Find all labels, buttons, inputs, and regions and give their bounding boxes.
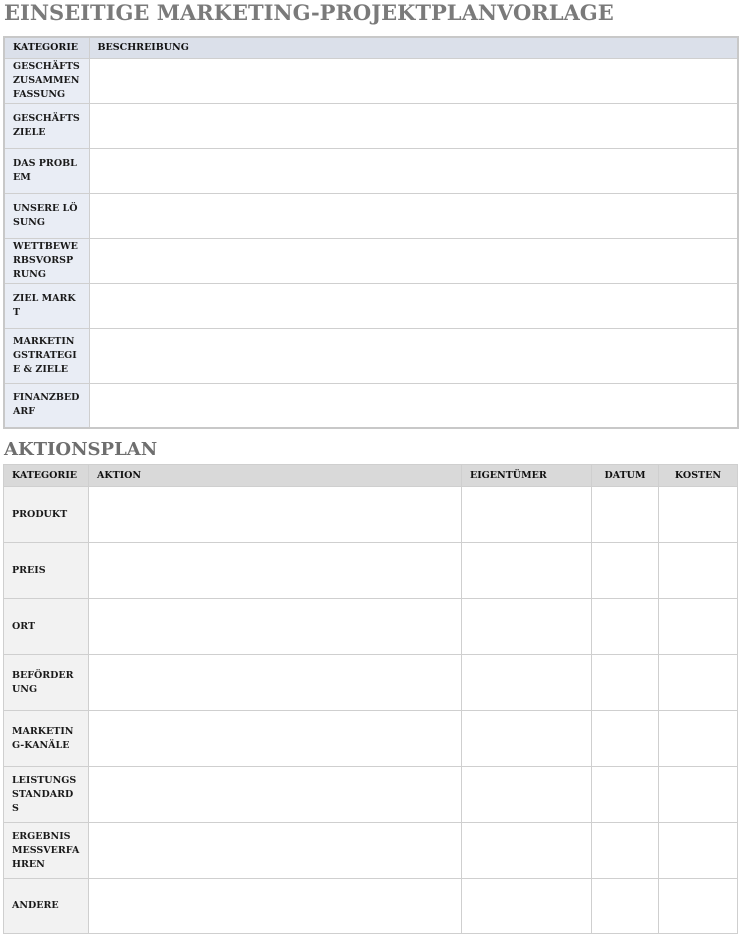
- action-plan-table: [3, 464, 738, 934]
- action-header-row: [4, 465, 738, 487]
- table-row: [4, 59, 738, 104]
- owner-cell[interactable]: [462, 487, 592, 543]
- description-cell[interactable]: [89, 284, 738, 329]
- description-cell[interactable]: [89, 149, 738, 194]
- owner-cell[interactable]: [462, 711, 592, 767]
- table-row: [4, 487, 738, 543]
- table-row: [4, 239, 738, 284]
- description-cell[interactable]: [89, 104, 738, 149]
- action-header-cost: KOSTEN: [659, 465, 738, 487]
- table-row: [4, 879, 738, 934]
- category-cell: LEISTUNGSSTANDARDS: [4, 767, 89, 823]
- action-cell[interactable]: [89, 487, 462, 543]
- cost-cell[interactable]: [659, 543, 738, 599]
- date-cell[interactable]: [592, 599, 659, 655]
- category-cell: ANDERE: [4, 879, 89, 934]
- description-cell[interactable]: [89, 384, 738, 428]
- table-row: [4, 384, 738, 428]
- page-title: EINSEITIGE MARKETING-PROJEKTPLANVORLAGE: [4, 0, 614, 25]
- category-cell: GESCHÄFTSZIELE: [4, 104, 89, 149]
- description-cell[interactable]: [89, 194, 738, 239]
- owner-cell[interactable]: [462, 767, 592, 823]
- description-cell[interactable]: [89, 59, 738, 104]
- cost-cell[interactable]: [659, 487, 738, 543]
- table-row: [4, 194, 738, 239]
- cost-cell[interactable]: [659, 879, 738, 934]
- action-cell[interactable]: [89, 543, 462, 599]
- action-cell[interactable]: [89, 879, 462, 934]
- category-cell: GESCHÄFTSZUSAMMENFASSUNG: [4, 59, 89, 104]
- table-row: [4, 284, 738, 329]
- action-cell[interactable]: [89, 767, 462, 823]
- date-cell[interactable]: [592, 543, 659, 599]
- category-cell: MARKETINGSTRATEGIE & ZIELE: [4, 329, 89, 384]
- action-cell[interactable]: [89, 711, 462, 767]
- table-row: [4, 599, 738, 655]
- overview-table: [3, 36, 739, 429]
- date-cell[interactable]: [592, 767, 659, 823]
- category-cell: BEFÖRDERUNG: [4, 655, 89, 711]
- date-cell[interactable]: [592, 879, 659, 934]
- action-header-date: DATUM: [592, 465, 659, 487]
- date-cell[interactable]: [592, 487, 659, 543]
- table-row: [4, 655, 738, 711]
- category-cell: PREIS: [4, 543, 89, 599]
- table-row: [4, 104, 738, 149]
- overview-header-row: [4, 37, 738, 59]
- category-cell: DAS PROBLEM: [4, 149, 89, 194]
- description-cell[interactable]: [89, 239, 738, 284]
- owner-cell[interactable]: [462, 655, 592, 711]
- table-row: [4, 543, 738, 599]
- cost-cell[interactable]: [659, 655, 738, 711]
- action-header-category: KATEGORIE: [4, 465, 89, 487]
- action-cell[interactable]: [89, 599, 462, 655]
- date-cell[interactable]: [592, 711, 659, 767]
- action-header-action: AKTION: [89, 465, 462, 487]
- category-cell: PRODUKT: [4, 487, 89, 543]
- overview-header-description: BESCHREIBUNG: [89, 37, 738, 59]
- owner-cell[interactable]: [462, 599, 592, 655]
- date-cell[interactable]: [592, 655, 659, 711]
- category-cell: WETTBEWERBSVORSPRUNG: [4, 239, 89, 284]
- action-plan-title: AKTIONSPLAN: [4, 439, 158, 460]
- owner-cell[interactable]: [462, 879, 592, 934]
- category-cell: ERGEBNISMESSVERFAHREN: [4, 823, 89, 879]
- category-cell: FINANZBEDARF: [4, 384, 89, 428]
- date-cell[interactable]: [592, 823, 659, 879]
- table-row: [4, 711, 738, 767]
- description-cell[interactable]: [89, 329, 738, 384]
- owner-cell[interactable]: [462, 823, 592, 879]
- cost-cell[interactable]: [659, 711, 738, 767]
- category-cell: ZIEL MARKT: [4, 284, 89, 329]
- category-cell: ORT: [4, 599, 89, 655]
- table-row: [4, 149, 738, 194]
- action-header-owner: EIGENTÜMER: [462, 465, 592, 487]
- category-cell: UNSERE LÖSUNG: [4, 194, 89, 239]
- table-row: [4, 329, 738, 384]
- owner-cell[interactable]: [462, 543, 592, 599]
- action-cell[interactable]: [89, 655, 462, 711]
- table-row: [4, 767, 738, 823]
- action-cell[interactable]: [89, 823, 462, 879]
- cost-cell[interactable]: [659, 767, 738, 823]
- overview-header-category: KATEGORIE: [4, 37, 89, 59]
- cost-cell[interactable]: [659, 823, 738, 879]
- cost-cell[interactable]: [659, 599, 738, 655]
- category-cell: MARKETING-KANÄLE: [4, 711, 89, 767]
- table-row: [4, 823, 738, 879]
